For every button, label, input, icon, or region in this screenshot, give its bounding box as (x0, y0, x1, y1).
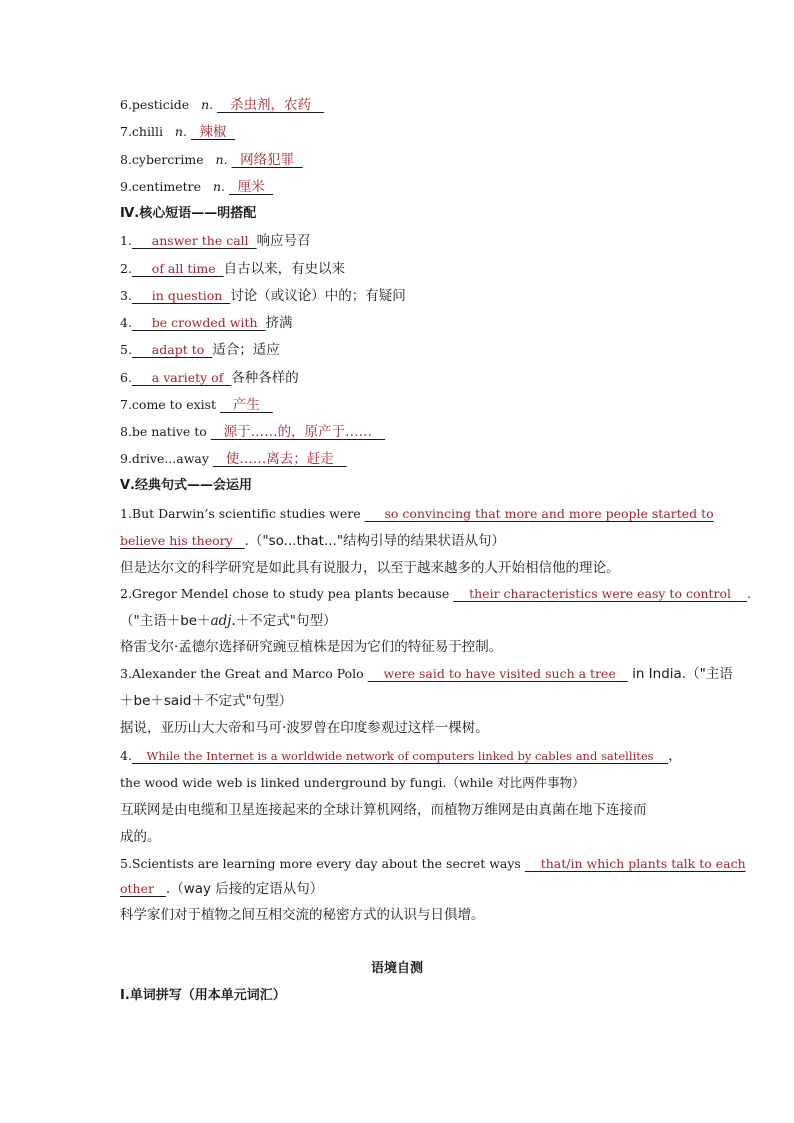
answer-blank: their characteristics were easy to control (453, 586, 747, 601)
sentence-3-line-1: 3.Alexander the Great and Marco Polo were said to have visited such a tree in India.（"主语 (120, 666, 733, 682)
phrase-item-9: 9.drive...away 使……离去；赶走 (120, 451, 347, 467)
vocab-item-9: 9.centimetre n. 厘米 (120, 179, 274, 195)
sentence-3-line-2: ＋be＋said＋不定式"句型） (120, 693, 293, 709)
answer-blank: other (120, 881, 166, 896)
answer-blank: that/in which plants talk to each (524, 856, 746, 871)
answer-blank: in question (131, 288, 231, 303)
phrase-item-2: 2. of all time 自古以来，有史以来 (120, 261, 346, 277)
phrase-item-8: 8.be native to 源于……的，原产于…… (120, 424, 386, 440)
answer-blank: believe his theory (120, 533, 245, 548)
answer-blank: 辣椒 (190, 124, 236, 140)
phrase-item-7: 7.come to exist 产生 (120, 397, 273, 413)
section-heading-phrases: Ⅳ.核心短语——明搭配 (120, 206, 257, 221)
answer-blank: 杀虫剂，农药 (217, 97, 324, 113)
sentence-1-line-1: 1.But Darwin’s scientific studies were so convincing that more and more people started to (120, 506, 714, 521)
answer-blank: a variety of (131, 370, 232, 385)
sentence-4-line-2: the wood wide web is linked underground by fungi.（while 对比两件事物） (120, 775, 585, 790)
sentence-4-translation-1: 互联网是由电缆和卫星连接起来的全球计算机网络，而植物万维网是由真菌在地下连接而 (120, 802, 647, 818)
phrase-item-5: 5. adapt to 适合；适应 (120, 342, 280, 358)
sentence-1-line-2: believe his theory .（"so...that..."结构引导的结果状语从句） (120, 533, 506, 549)
sentence-2-translation: 格雷戈尔·孟德尔选择研究豌豆植株是因为它们的特征易于控制。 (120, 639, 503, 655)
sentence-1-translation: 但是达尔文的科学研究是如此具有说服力，以至于越来越多的人开始相信他的理论。 (120, 560, 620, 576)
sentence-3-translation: 据说，亚历山大大帝和马可·波罗曾在印度参观过这样一棵树。 (120, 720, 489, 736)
section-heading-sentences: Ⅴ.经典句式——会运用 (120, 478, 252, 493)
answer-blank: so convincing that more and more people started to (364, 506, 714, 521)
section-heading-spelling: Ⅰ.单词拼写（用本单元词汇） (120, 988, 286, 1003)
sentence-2-line-1: 2.Gregor Mendel chose to study pea plants because their characteristics were easy to control . (120, 586, 751, 601)
vocab-item-7: 7.chilli n. 辣椒 (120, 124, 236, 140)
phrase-item-3: 3. in question 讨论（或议论）中的；有疑问 (120, 288, 406, 304)
phrase-item-1: 1. answer the call 响应号召 (120, 233, 311, 249)
answer-blank: be crowded with (131, 315, 266, 330)
sentence-5-line-1: 5.Scientists are learning more every day about the secret ways that/in which plants talk to each (120, 856, 746, 871)
sentence-5-line-2: other .（way 后接的定语从句） (120, 881, 324, 897)
answer-blank: of all time (131, 261, 224, 276)
section-heading-context-test: 语境自测 (370, 961, 423, 976)
answer-blank: 厘米 (228, 179, 274, 195)
answer-blank: 使……离去；赶走 (212, 451, 347, 467)
answer-blank: adapt to (131, 342, 213, 357)
phrase-item-4: 4. be crowded with 挤满 (120, 315, 293, 331)
answer-blank: 网络犯罪 (231, 152, 303, 168)
sentence-4-line-1: 4. While the Internet is a worldwide network of computers linked by cables and satellites ， (120, 748, 682, 764)
sentence-4-translation-2: 成的。 (120, 829, 161, 845)
answer-blank: were said to have visited such a tree (367, 666, 628, 681)
sentence-2-note: （"主语＋be＋adj.＋不定式"句型） (120, 613, 337, 629)
answer-blank: 源于……的，原产于…… (210, 424, 386, 440)
phrase-item-6: 6. a variety of 各种各样的 (120, 370, 299, 386)
answer-blank: 产生 (220, 397, 273, 413)
sentence-5-translation: 科学家们对于植物之间互相交流的秘密方式的认识与日俱增。 (120, 907, 485, 923)
answer-blank: While the Internet is a worldwide network of computers linked by cables and satellites (131, 749, 669, 763)
answer-blank: answer the call (131, 233, 257, 248)
vocab-item-6: 6.pesticide n. 杀虫剂，农药 (120, 97, 324, 113)
vocab-item-8: 8.cybercrime n. 网络犯罪 (120, 152, 303, 168)
